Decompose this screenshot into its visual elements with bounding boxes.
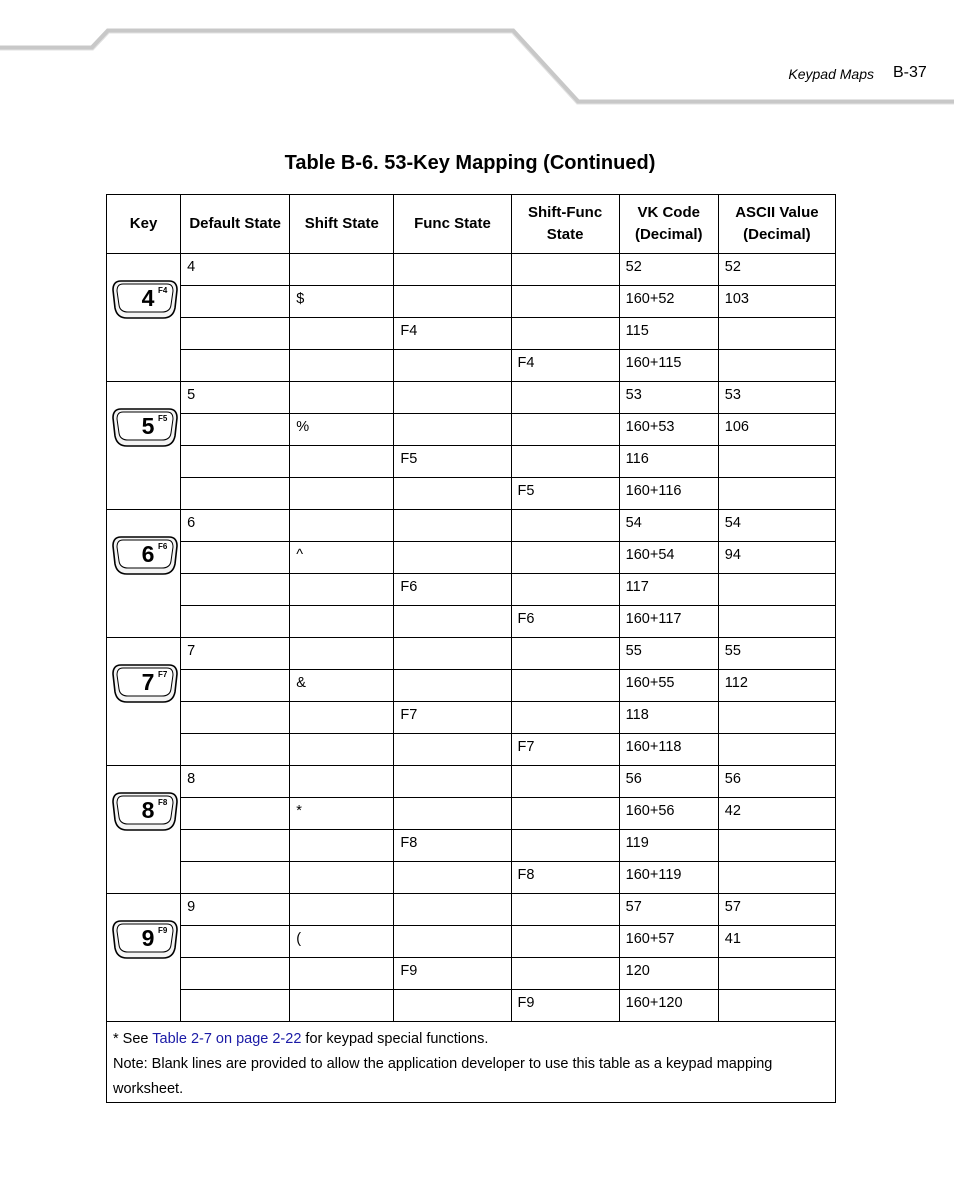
table-cell: 53 — [718, 382, 835, 414]
table-row — [107, 894, 836, 926]
table-cell: 160+55 — [619, 670, 718, 702]
table-cell: F7 — [394, 702, 511, 734]
table-row — [107, 862, 836, 894]
table-cell: F9 — [511, 990, 619, 1022]
table-row — [107, 670, 836, 702]
table-cell — [290, 702, 394, 734]
table-cell — [511, 286, 619, 318]
column-header — [511, 195, 619, 254]
key-function-label: F4 — [158, 286, 168, 295]
column-header-line: Key — [129, 215, 158, 232]
table-cell: F5 — [511, 478, 619, 510]
table-cell — [511, 894, 619, 926]
table-cell — [181, 350, 290, 382]
table-cell: 9 — [181, 894, 290, 926]
table-cell — [181, 670, 290, 702]
table-cell: 6 — [181, 510, 290, 542]
table-cell — [394, 862, 511, 894]
table-cell — [290, 510, 394, 542]
table-row — [107, 382, 836, 414]
column-header-line: ASCII Value — [735, 204, 819, 221]
key-cell — [107, 254, 181, 382]
table-cell: 41 — [718, 926, 835, 958]
table-cell: 120 — [619, 958, 718, 990]
table-cell: 54 — [718, 510, 835, 542]
table-cell — [394, 382, 511, 414]
table-cell: 42 — [718, 798, 835, 830]
table-header — [107, 195, 836, 254]
table-cell: 57 — [718, 894, 835, 926]
footnote-suffix: for keypad special functions. — [301, 1031, 489, 1047]
table-cell: 160+118 — [619, 734, 718, 766]
table-cell: F6 — [511, 606, 619, 638]
table-cell — [394, 510, 511, 542]
table-cell — [511, 926, 619, 958]
footnote-row — [107, 1022, 836, 1103]
table-cell: 160+117 — [619, 606, 718, 638]
table-row — [107, 766, 836, 798]
key-main-label: 9 — [141, 925, 155, 951]
keycap-graphic — [111, 662, 179, 704]
table-row — [107, 510, 836, 542]
table-cell — [718, 702, 835, 734]
table-row — [107, 574, 836, 606]
table-cell — [394, 638, 511, 670]
table-cell — [511, 702, 619, 734]
table-cell — [718, 958, 835, 990]
table-cell — [181, 830, 290, 862]
table-cell — [181, 958, 290, 990]
table-cell — [718, 318, 835, 350]
table-cell — [290, 318, 394, 350]
table-cell: F4 — [394, 318, 511, 350]
table-cell — [511, 542, 619, 574]
key-main-label: 5 — [141, 413, 155, 439]
keycap-graphic — [111, 278, 179, 320]
table-cell: 8 — [181, 766, 290, 798]
table-row — [107, 414, 836, 446]
table-cell — [511, 766, 619, 798]
table-cell: 160+57 — [619, 926, 718, 958]
column-header-line: Default State — [189, 215, 281, 232]
table-cell — [290, 830, 394, 862]
key-main-label: 7 — [141, 669, 155, 695]
table-cell: 119 — [619, 830, 718, 862]
table-cell: 53 — [619, 382, 718, 414]
footnote-note: Note: Blank lines are provided to allow the application developer to use this table as a keypad mapping worksheet. — [113, 1056, 773, 1097]
table-cell — [290, 350, 394, 382]
table-row — [107, 798, 836, 830]
table-row — [107, 638, 836, 670]
table-cell — [181, 542, 290, 574]
table-cell — [394, 478, 511, 510]
key-cell — [107, 766, 181, 894]
table-cell: 56 — [619, 766, 718, 798]
header-decoration — [0, 0, 954, 120]
table-cell — [394, 990, 511, 1022]
table-row — [107, 702, 836, 734]
column-header-line: (Decimal) — [634, 226, 703, 243]
table-cell: 118 — [619, 702, 718, 734]
table-cell: F5 — [394, 446, 511, 478]
keypad-key-icon — [111, 790, 179, 832]
keycap-graphic — [111, 534, 179, 576]
table-cell — [394, 766, 511, 798]
key-function-label: F9 — [158, 926, 168, 935]
table-cell — [181, 990, 290, 1022]
table-cell — [394, 414, 511, 446]
header-row — [107, 195, 836, 254]
column-header — [290, 195, 394, 254]
table-cell — [290, 990, 394, 1022]
table-cell: * — [290, 798, 394, 830]
column-header-line: State — [546, 226, 584, 243]
column-header-line: Shift State — [304, 215, 379, 232]
table-cell: ( — [290, 926, 394, 958]
table-cell: 7 — [181, 638, 290, 670]
table-cell: 160+53 — [619, 414, 718, 446]
table-cell: F4 — [511, 350, 619, 382]
column-header — [718, 195, 835, 254]
table-cell: 57 — [619, 894, 718, 926]
table-cell — [181, 798, 290, 830]
table-row — [107, 478, 836, 510]
table-row — [107, 926, 836, 958]
table-row — [107, 734, 836, 766]
key-main-label: 8 — [141, 797, 155, 823]
table-cell — [394, 734, 511, 766]
table-cell: 52 — [619, 254, 718, 286]
table-cell — [394, 926, 511, 958]
table-row — [107, 958, 836, 990]
table-title: Table B-6. 53-Key Mapping (Continued) — [284, 152, 656, 174]
header-page-number: B-37 — [893, 64, 927, 81]
table-cell — [290, 638, 394, 670]
table-cell: 160+120 — [619, 990, 718, 1022]
table-cell — [181, 734, 290, 766]
table-cell — [511, 670, 619, 702]
table-row — [107, 542, 836, 574]
table-cell — [718, 830, 835, 862]
table-cell — [511, 382, 619, 414]
table-cell — [394, 798, 511, 830]
table-cell — [718, 446, 835, 478]
table-cell — [511, 318, 619, 350]
keycap-graphic — [111, 790, 179, 832]
table-row — [107, 606, 836, 638]
header-section-title: Keypad Maps — [788, 66, 874, 82]
table-cell: 160+56 — [619, 798, 718, 830]
key-main-label: 4 — [141, 285, 155, 311]
table-cell: 160+115 — [619, 350, 718, 382]
table-cell — [181, 606, 290, 638]
table-cell — [181, 318, 290, 350]
table-body — [107, 254, 836, 1022]
table-cell: 115 — [619, 318, 718, 350]
table-cell — [718, 606, 835, 638]
table-cell: 55 — [619, 638, 718, 670]
table-cell — [511, 798, 619, 830]
keypad-key-icon — [111, 406, 179, 448]
table-row — [107, 350, 836, 382]
table-cell — [181, 702, 290, 734]
table-cell — [511, 958, 619, 990]
key-function-label: F7 — [158, 670, 168, 679]
table-cell — [290, 958, 394, 990]
table-row — [107, 830, 836, 862]
table-row — [107, 286, 836, 318]
table-cell: 160+116 — [619, 478, 718, 510]
table-cell — [181, 414, 290, 446]
table-cell — [290, 734, 394, 766]
keypad-key-icon — [111, 278, 179, 320]
footnote-prefix: * See — [113, 1031, 153, 1047]
keypad-key-icon — [111, 918, 179, 960]
table-cell — [290, 478, 394, 510]
key-cell — [107, 382, 181, 510]
column-header — [619, 195, 718, 254]
table-cell — [718, 350, 835, 382]
table-cell — [511, 638, 619, 670]
table-cell: F6 — [394, 574, 511, 606]
table-cell — [394, 894, 511, 926]
table-cell: 116 — [619, 446, 718, 478]
key-function-label: F5 — [158, 414, 168, 423]
table-cell: 4 — [181, 254, 290, 286]
table-cell — [181, 286, 290, 318]
table-cell — [290, 766, 394, 798]
table-cell: ^ — [290, 542, 394, 574]
column-header-line: (Decimal) — [743, 226, 811, 243]
table-cell — [394, 542, 511, 574]
key-main-label: 6 — [141, 541, 155, 567]
table-2-7-link[interactable]: Table 2-7 on page 2-22 — [152, 1031, 302, 1047]
table-cell — [511, 254, 619, 286]
table-cell: % — [290, 414, 394, 446]
table-cell — [181, 574, 290, 606]
table-cell — [511, 574, 619, 606]
table-cell: F8 — [511, 862, 619, 894]
table-cell — [181, 446, 290, 478]
column-header — [394, 195, 511, 254]
table-cell: 112 — [718, 670, 835, 702]
table-cell — [718, 478, 835, 510]
table-cell: F8 — [394, 830, 511, 862]
table-cell — [394, 670, 511, 702]
table-cell — [290, 894, 394, 926]
table-cell — [394, 286, 511, 318]
table-cell — [290, 862, 394, 894]
table-cell — [290, 446, 394, 478]
key-cell — [107, 638, 181, 766]
table-cell — [290, 574, 394, 606]
footnote-cell — [107, 1022, 836, 1103]
table-row — [107, 990, 836, 1022]
column-header-line: Func State — [414, 215, 491, 232]
table-cell — [511, 446, 619, 478]
column-header-line: VK Code — [637, 204, 700, 221]
table-cell — [181, 926, 290, 958]
table-cell — [511, 830, 619, 862]
table-cell: $ — [290, 286, 394, 318]
table-cell — [181, 862, 290, 894]
table-cell — [394, 254, 511, 286]
key-function-label: F6 — [158, 542, 168, 551]
table-cell: 106 — [718, 414, 835, 446]
table-cell — [394, 350, 511, 382]
footnote-see — [113, 1027, 835, 1052]
table-cell: 5 — [181, 382, 290, 414]
keycap-graphic — [111, 406, 179, 448]
table-cell: F7 — [511, 734, 619, 766]
table-cell — [511, 414, 619, 446]
table-cell — [718, 990, 835, 1022]
table-row — [107, 318, 836, 350]
table-cell: 52 — [718, 254, 835, 286]
table-cell: & — [290, 670, 394, 702]
table-cell — [511, 510, 619, 542]
keypad-key-icon — [111, 662, 179, 704]
table-cell — [181, 478, 290, 510]
table-cell — [290, 254, 394, 286]
column-header — [181, 195, 290, 254]
table-row — [107, 446, 836, 478]
table-cell — [290, 606, 394, 638]
key-cell — [107, 894, 181, 1022]
table-cell — [718, 734, 835, 766]
key-function-label: F8 — [158, 798, 168, 807]
table-cell: 55 — [718, 638, 835, 670]
table-cell: F9 — [394, 958, 511, 990]
table-cell: 94 — [718, 542, 835, 574]
keycap-graphic — [111, 918, 179, 960]
key-cell — [107, 510, 181, 638]
column-header — [107, 195, 181, 254]
column-header-line: Shift-Func — [528, 204, 603, 221]
table-cell: 160+52 — [619, 286, 718, 318]
table-row — [107, 254, 836, 286]
key-mapping-table — [106, 194, 836, 1103]
table-footer — [107, 1022, 836, 1103]
table-cell — [718, 862, 835, 894]
keypad-key-icon — [111, 534, 179, 576]
table-cell: 117 — [619, 574, 718, 606]
table-cell: 160+119 — [619, 862, 718, 894]
table-cell: 160+54 — [619, 542, 718, 574]
table-cell: 56 — [718, 766, 835, 798]
table-cell: 54 — [619, 510, 718, 542]
table-cell — [718, 574, 835, 606]
table-cell — [394, 606, 511, 638]
table-cell — [290, 382, 394, 414]
table-cell: 103 — [718, 286, 835, 318]
